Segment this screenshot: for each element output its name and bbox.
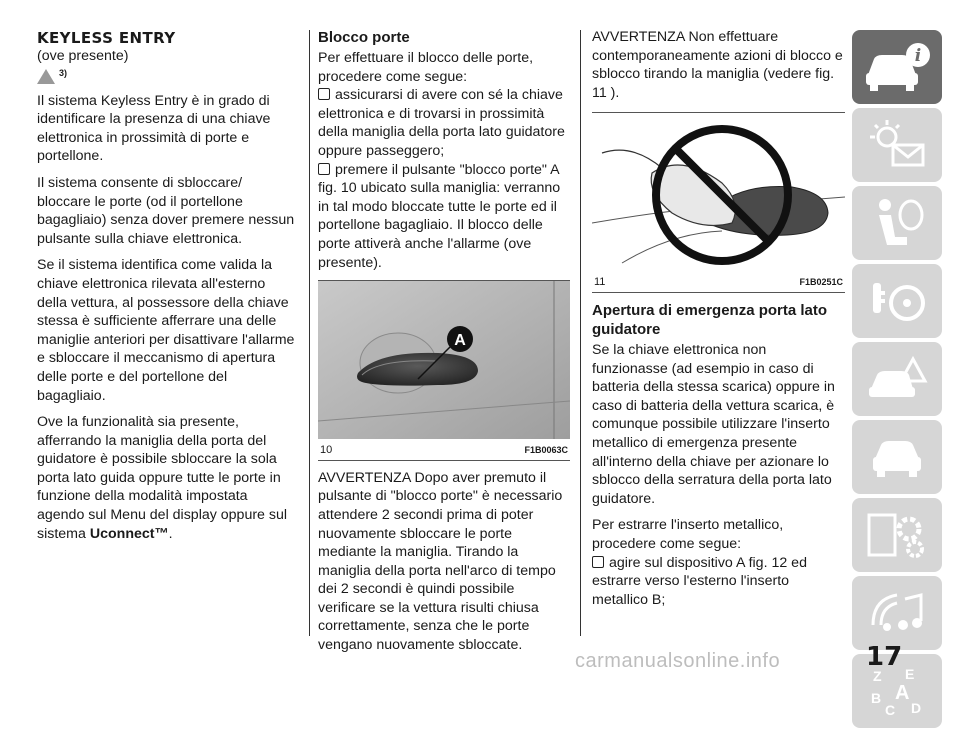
figure-11 (592, 112, 845, 293)
tab-warning-lights[interactable] (852, 108, 942, 182)
warning-paragraph: AVVERTENZA Dopo aver premuto il pulsante di "blocco porte" è necessario attendere 2 secondi prima di poter nuovamente sbloccare le porte mediante la maniglia. Tirando la maniglia della porta nell'arco di tempo dei 2 secondi è quindi possibile verificare se la vettura risulti chiusa correttamente, senza che le porte vengano nuovamente sbloccate. (318, 469, 563, 654)
chapter-tabs (852, 30, 942, 732)
watermark: carmanualsonline.info (575, 650, 781, 672)
bullet-item (592, 554, 845, 610)
heading-blocco-porte: Blocco porte (318, 29, 410, 46)
key-steering-icon (865, 273, 929, 329)
paragraph: Se la chiave elettronica non funzionasse (ad esempio in caso di batteria della stessa scarica) oppure in caso di batteria della vettura scarica, è comunque possibile utilizzare l'inserto metallico di emergenza presente all'interno della chiave per azionare lo sblocco della serratura della porta lato guidatore. (592, 341, 835, 507)
tab-car-info[interactable] (852, 30, 942, 104)
column-2 (318, 28, 570, 663)
figure-code: F1B0063C (524, 445, 568, 456)
paragraph: Per estrarre l'inserto metallico, procedere come segue: (592, 517, 784, 552)
svg-text:Z: Z (873, 668, 882, 684)
warning-triangle-icon (37, 69, 55, 84)
svg-text:D: D (911, 700, 922, 716)
figure-callout-a: A (454, 332, 466, 350)
warning-lights-icon (865, 117, 929, 173)
page-number: 17 (866, 642, 903, 672)
warning-number: 3) (59, 68, 68, 79)
bullet-icon (592, 556, 604, 568)
door-handle-illustration (318, 281, 570, 439)
figure-10 (318, 280, 570, 461)
multimedia-icon (865, 585, 929, 641)
figure-caption (318, 439, 570, 460)
bullet-icon (318, 163, 330, 175)
warning-reference (37, 68, 297, 86)
tab-starting-driving[interactable] (852, 264, 942, 338)
tab-multimedia[interactable] (852, 576, 942, 650)
heading-apertura-emergenza: Apertura di emergenza porta lato guidatore (592, 301, 828, 338)
paragraph (37, 413, 297, 543)
prohibited-action-illustration (592, 113, 845, 271)
bullet-icon (318, 88, 330, 100)
figure-number: 11 (594, 276, 606, 289)
section-title: KEYLESS ENTRY (37, 29, 176, 47)
bullet-item (318, 86, 570, 160)
column-1 (37, 30, 297, 551)
bullet-text: assicurarsi di avere con sé la chiave elettronica e di trovarsi in prossimità della maniglia della porta lato guidatore oppure passeggero; (318, 87, 565, 159)
svg-text:C: C (885, 702, 896, 718)
paragraph: Il sistema Keyless Entry è in grado di identificare la presenza di una chiave elettronica in prossimità di porte e portellone. (37, 92, 271, 165)
svg-text:A: A (895, 682, 910, 704)
car-info-icon (862, 41, 932, 93)
bullet-item (318, 161, 570, 273)
paragraph: Il sistema consente di sbloccare/ bloccare le porte (od il portellone bagagliaio) senza dover premere nessun pulsante sulla chiave elettronica. (37, 174, 295, 247)
column-3 (592, 28, 845, 617)
car-breakdown-icon (865, 351, 929, 407)
bullet-text: agire sul dispositivo A fig. 12 ed estrarre verso l'esterno l'inserto metallico B; (592, 554, 807, 608)
punctuation: . (168, 525, 173, 542)
section-subtitle: (ove presente) (37, 48, 129, 64)
svg-text:B: B (871, 690, 882, 706)
figure-caption (592, 271, 845, 292)
tab-emergency[interactable] (852, 342, 942, 416)
airbag-seat-icon (865, 195, 929, 251)
column-divider (309, 30, 310, 636)
column-divider (580, 30, 581, 636)
uconnect-brand: Uconnect™ (89, 525, 169, 542)
figure-code: F1B0251C (799, 277, 843, 288)
svg-text:E: E (905, 666, 915, 682)
specs-gears-icon (865, 507, 929, 563)
paragraph: Se il sistema identifica come valida la chiave elettronica rilevata all'esterno della vettura, al possessore della chiave stessa è sufficiente afferrare una delle maniglie anteriori per disattivare l'allarme e sbloccare il meccanismo di apertura delle porte e del portellone del bagagliaio. (37, 257, 295, 404)
tab-maintenance[interactable] (852, 420, 942, 494)
bullet-text: premere il pulsante "blocco porte" A fig. 10 ubicato sulla maniglia: verranno in tal modo bloccate tutte le porte ed il portellone bagagliaio. Il blocco delle porte attiverà anche l'allarme (ove presente). (318, 161, 561, 271)
car-service-icon (865, 429, 929, 485)
figure-number: 10 (320, 444, 333, 457)
tab-technical-data[interactable] (852, 498, 942, 572)
paragraph: Per effettuare il blocco delle porte, procedere come segue: (318, 50, 534, 85)
tab-safety[interactable] (852, 186, 942, 260)
warning-paragraph: AVVERTENZA Non effettuare contemporaneamente azioni di blocco e sblocco tirando la maniglia (vedere fig. 11 ). (592, 29, 843, 101)
svg-text:i: i (914, 46, 922, 66)
paragraph-text: Ove la funzionalità sia presente, afferrando la maniglia della porta del guidatore è possibile sbloccare la sola porta lato guida oppure tutte le porte in funzione della modalità impostata agendo sul Menu del display oppure sul sistema (37, 414, 288, 542)
